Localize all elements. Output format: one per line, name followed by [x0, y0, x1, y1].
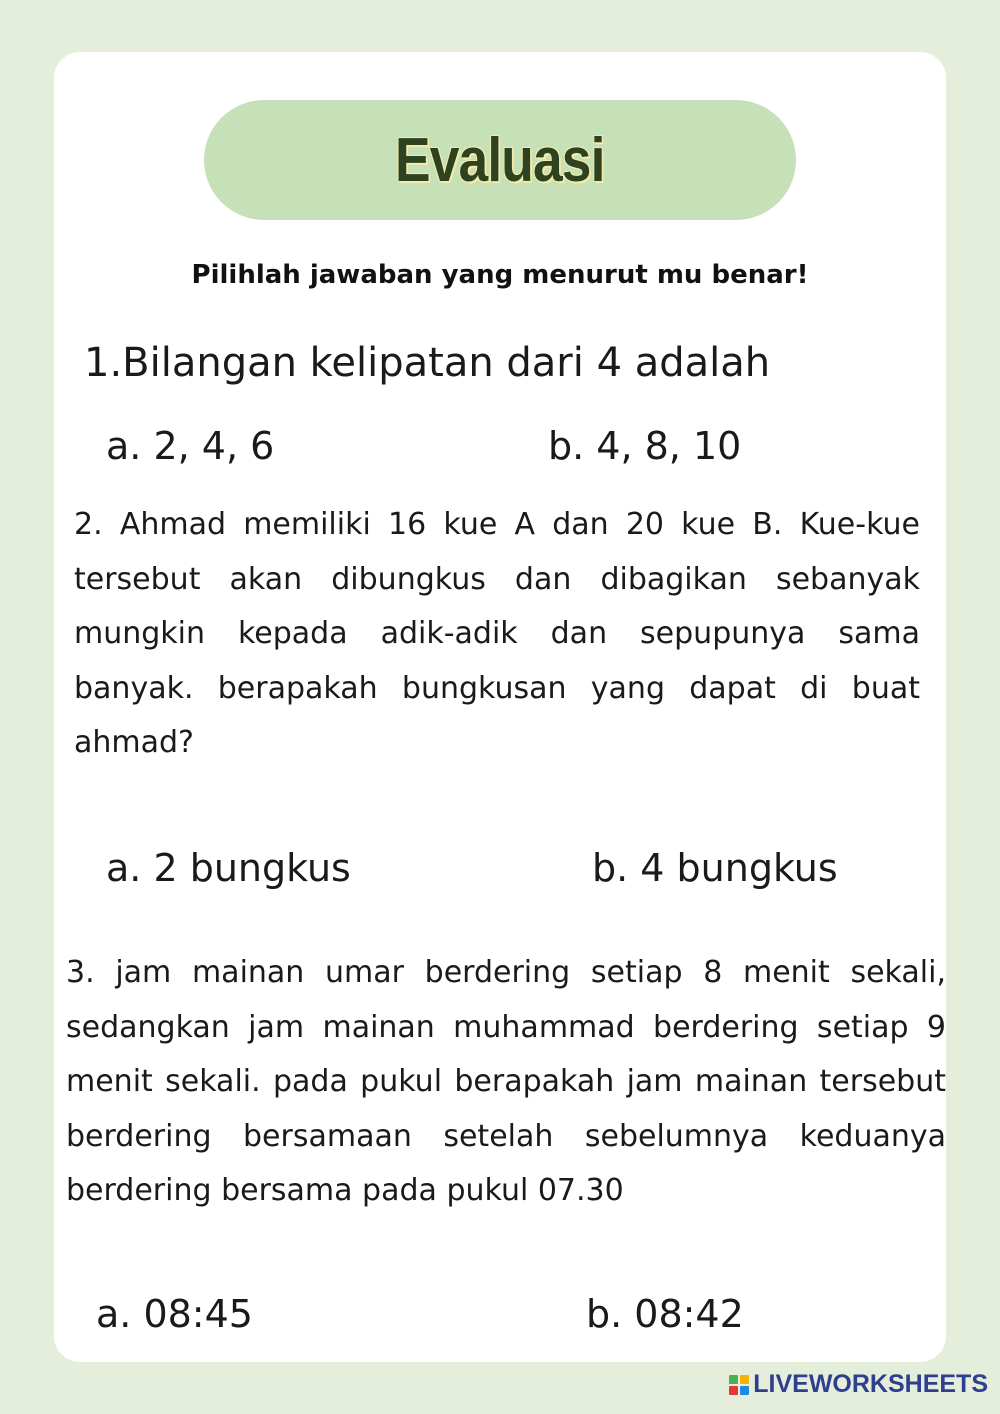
question-1-option-a[interactable]: a. 2, 4, 6: [106, 424, 275, 468]
title-banner: [204, 100, 796, 220]
watermark-text: LIVEWORKSHEETS: [753, 1370, 988, 1398]
question-3-option-a[interactable]: a. 08:45: [96, 1292, 253, 1336]
liveworksheets-logo-icon: [729, 1375, 749, 1395]
question-3-option-b[interactable]: b. 08:42: [586, 1292, 744, 1336]
question-3-text: 3. jam mainan umar berdering setiap 8 menit sekali, sedangkan jam mainan muhammad berdering setiap 9 menit sekali. pada pukul berapakah jam mainan tersebut berdering bersamaan setelah sebelumnya keduanya berdering bersama pada pukul 07.30: [66, 955, 946, 1208]
liveworksheets-watermark: [729, 1370, 988, 1399]
page-title: Evaluasi: [395, 125, 605, 195]
question-1-option-b[interactable]: b. 4, 8, 10: [548, 424, 742, 468]
question-2-text: 2. Ahmad memiliki 16 kue A dan 20 kue B. Kue-kue tersebut akan dibungkus dan dibagikan sebanyak mungkin kepada adik-adik dan sepupunya sama banyak. berapakah bungkusan yang dapat di buat ahmad?: [74, 507, 920, 760]
question-2-option-a[interactable]: a. 2 bungkus: [106, 846, 351, 890]
instruction-text: Pilihlah jawaban yang menurut mu benar!: [191, 260, 809, 290]
question-1-text: 1.Bilangan kelipatan dari 4 adalah: [84, 340, 771, 386]
question-2-option-b[interactable]: b. 4 bungkus: [592, 846, 838, 890]
